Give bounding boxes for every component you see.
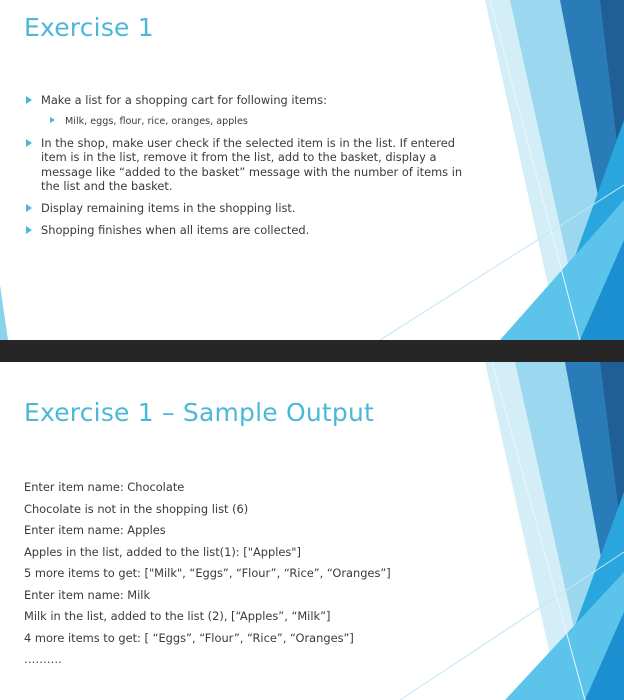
bullet-arrow-icon (26, 204, 32, 212)
output-line: Apples in the list, added to the list(1): ["Apples"] (24, 544, 301, 559)
slide-title: Exercise 1 – Sample Output (24, 398, 374, 427)
slide-title: Exercise 1 (24, 13, 154, 42)
bullet-list (24, 93, 474, 244)
output-line: Milk in the list, added to the list (2), [“Apples”, “Milk”] (24, 609, 331, 623)
bullet-item: Display remaining items in the shopping list. (24, 201, 474, 216)
bullet-arrow-icon (50, 117, 55, 123)
output-line: 5 more items to get: ["Milk", “Eggs”, “Flour”, “Rice”, “Oranges”] (24, 566, 391, 580)
bullet-item: In the shop, make user check if the selected item is in the list. If entered item is in the list, remove it from the list, add to the basket, display a message like “added to the basket” message with the number of items in the list and the basket. (24, 136, 474, 194)
output-line: Enter item name: Chocolate (24, 480, 185, 494)
slide-exercise-1 (0, 0, 624, 340)
bullet-item: Make a list for a shopping cart for following items: (24, 93, 474, 108)
output-line: Enter item name: Apples (24, 523, 166, 537)
output-line: Chocolate is not in the shopping list (6) (24, 501, 249, 516)
bullet-arrow-icon (26, 226, 32, 234)
bullet-arrow-icon (26, 139, 32, 147)
sample-output (24, 479, 464, 673)
output-line: 4 more items to get: [ “Eggs”, “Flour”, “Rice”, “Oranges”] (24, 630, 354, 645)
output-line: Enter item name: Milk (24, 587, 151, 602)
output-line: ………. (24, 652, 62, 666)
bullet-item: Shopping finishes when all items are collected. (24, 223, 474, 238)
sub-bullet-item: Milk, eggs, flour, rice, oranges, apples (48, 115, 474, 128)
slide-divider (0, 340, 624, 362)
bullet-arrow-icon (26, 96, 32, 104)
